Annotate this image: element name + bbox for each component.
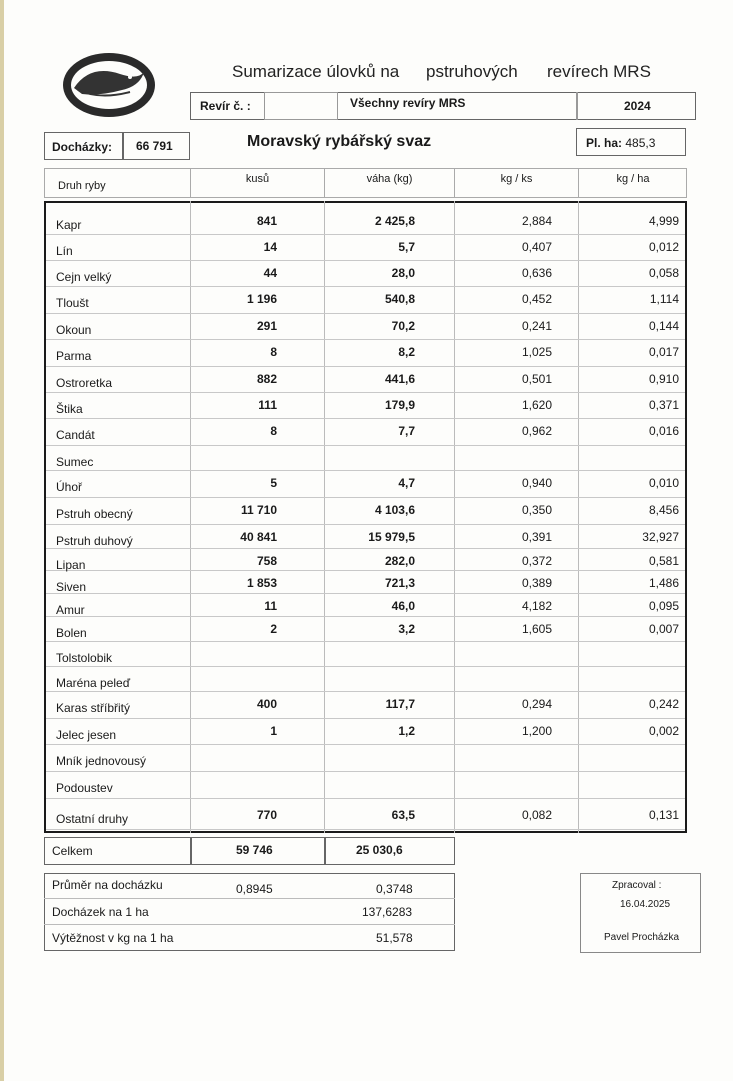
cell-vaha: 2 425,8: [374, 214, 415, 228]
year-value: 2024: [624, 99, 651, 113]
table-row: [46, 719, 685, 745]
table-row: [46, 287, 685, 314]
cell-vaha: 117,7: [385, 697, 415, 711]
cell-name: Amur: [56, 603, 85, 617]
table-row: [46, 642, 685, 667]
cell-kusu: 882: [256, 372, 277, 386]
org-name: Moravský rybářský svaz: [247, 133, 432, 150]
cell-name: Štika: [56, 402, 83, 416]
revir-divider: [576, 92, 578, 120]
cell-name: Tolstolobik: [56, 651, 113, 665]
cell-name: Kapr: [56, 218, 82, 232]
cell-kusu: 758: [256, 554, 277, 568]
cell-kusu: 5: [270, 476, 277, 490]
cell-kusu: 8: [270, 345, 277, 359]
cell-vaha: 15 979,5: [368, 530, 415, 544]
cell-name: Ostatní druhy: [56, 812, 129, 826]
cell-kg-ha: 1,486: [648, 576, 679, 590]
cell-name: Maréna peleď: [56, 676, 131, 690]
title-part1: Sumarizace úlovků na: [232, 62, 400, 81]
table-row: [46, 692, 685, 719]
cell-kusu: 1: [270, 724, 277, 738]
totals-vaha: 25 030,6: [356, 843, 403, 857]
dochazky-value: 66 791: [136, 139, 173, 153]
table-row: [46, 549, 685, 571]
stats-divider: [44, 898, 455, 899]
revir-number-box: [264, 92, 338, 120]
table-row: [46, 667, 685, 692]
table-row: [46, 772, 685, 799]
cell-name: Sumec: [56, 455, 94, 469]
cell-kg-ks: 0,407: [521, 240, 552, 254]
cell-kg-ha: 0,095: [648, 599, 679, 613]
table-row: [46, 745, 685, 772]
cell-name: Karas stříbřitý: [56, 701, 131, 715]
cell-vaha: 7,7: [398, 424, 415, 438]
dochazek-value: 137,6283: [362, 905, 413, 919]
table-row: [46, 594, 685, 617]
table-row: [46, 209, 685, 235]
cell-vaha: 441,6: [384, 372, 415, 386]
dochazek-label: Docházek na 1 ha: [52, 905, 149, 919]
title-part3: revírech MRS: [547, 62, 651, 81]
cell-kusu: 770: [256, 808, 277, 822]
signature-name: Pavel Procházka: [604, 932, 680, 943]
cell-name: Siven: [56, 580, 87, 594]
table-row: [46, 393, 685, 419]
cell-kg-ha: 1,114: [649, 292, 679, 306]
cell-kg-ks: 0,636: [521, 266, 552, 280]
cell-kg-ha: 4,999: [648, 214, 679, 228]
col-druh: Druh ryby: [58, 180, 106, 192]
cell-name: Cejn velký: [56, 270, 112, 284]
cell-kusu: 2: [270, 622, 277, 636]
cell-kg-ks: 0,082: [521, 808, 552, 822]
table-row: [46, 367, 685, 393]
cell-kg-ha: 0,581: [648, 554, 679, 568]
table-row: [46, 471, 685, 498]
cell-kg-ks: 1,605: [521, 622, 552, 636]
cell-name: Pstruh duhový: [56, 534, 133, 548]
vytez-label: Výtěžnost v kg na 1 ha: [52, 931, 174, 945]
cell-kusu: 8: [270, 424, 277, 438]
cell-vaha: 46,0: [391, 599, 415, 613]
table-row: [46, 446, 685, 471]
cell-vaha: 5,7: [398, 240, 415, 254]
cell-kg-ks: 0,389: [521, 576, 552, 590]
table-row: [46, 261, 685, 287]
totals-divider: [190, 837, 192, 865]
cell-kg-ha: 0,242: [648, 697, 679, 711]
col-kg-ha: kg / ha: [578, 168, 687, 198]
totals-divider: [324, 837, 326, 865]
cell-kg-ha: 0,910: [648, 372, 679, 386]
cell-vaha: 70,2: [391, 319, 415, 333]
cell-vaha: 540,8: [384, 292, 415, 306]
cell-kg-ha: 0,058: [648, 266, 679, 280]
cell-kg-ks: 0,501: [521, 372, 552, 386]
cell-kusu: 291: [256, 319, 277, 333]
cell-kg-ha: 8,456: [648, 503, 679, 517]
cell-vaha: 28,0: [391, 266, 415, 280]
cell-kg-ks: 4,182: [521, 599, 552, 613]
cell-name: Ostroretka: [56, 376, 113, 390]
col-kusu: kusů: [190, 168, 324, 198]
cell-vaha: 63,5: [391, 808, 415, 822]
cell-vaha: 1,2: [398, 724, 415, 738]
cell-name: Candát: [56, 428, 95, 442]
cell-kg-ha: 0,002: [648, 724, 679, 738]
revir-label: Revír č. :: [200, 99, 251, 113]
cell-name: Lipan: [56, 558, 86, 572]
cell-name: Úhoř: [56, 480, 83, 494]
cell-kusu: 11 710: [240, 503, 277, 517]
cell-kg-ks: 1,620: [521, 398, 552, 412]
cell-kg-ks: 0,372: [521, 554, 552, 568]
table-row: [46, 235, 685, 261]
cell-name: Parma: [56, 349, 92, 363]
cell-vaha: 8,2: [398, 345, 415, 359]
cell-kusu: 1 853: [246, 576, 277, 590]
dochazky-label: Docházky:: [52, 140, 113, 154]
col-vaha: váha (kg): [324, 168, 454, 198]
cell-kg-ha: 0,131: [648, 808, 679, 822]
cell-name: Okoun: [56, 323, 92, 337]
cell-kg-ks: 0,294: [521, 697, 552, 711]
cell-kg-ha: 0,012: [648, 240, 679, 254]
cell-kg-ks: 1,200: [521, 724, 552, 738]
mrs-logo-icon: [60, 50, 158, 120]
cell-kg-ks: 0,962: [521, 424, 552, 438]
cell-name: Podoustev: [56, 781, 113, 795]
cell-kg-ks: 2,884: [521, 214, 552, 228]
cell-kusu: 40 841: [240, 530, 277, 544]
cell-vaha: 4,7: [398, 476, 415, 490]
table-row: [46, 799, 685, 830]
table-row: [46, 419, 685, 446]
cell-kusu: 11: [264, 599, 277, 613]
vytez-value: 51,578: [376, 931, 413, 945]
table-row: [46, 571, 685, 594]
table-row: [46, 314, 685, 340]
cell-kg-ks: 0,391: [521, 530, 552, 544]
totals-kusu: 59 746: [236, 843, 273, 857]
cell-kg-ha: 32,927: [642, 530, 679, 544]
table-row: [46, 340, 685, 367]
prumer-vaha: 0,3748: [376, 882, 413, 896]
cell-kg-ha: 0,007: [648, 622, 679, 636]
cell-kg-ks: 0,350: [521, 503, 552, 517]
cell-kg-ha: 0,144: [648, 319, 679, 333]
col-kg-ks: kg / ks: [454, 168, 578, 198]
cell-vaha: 4 103,6: [374, 503, 415, 517]
cell-name: Tloušt: [56, 296, 89, 310]
table-row: [46, 498, 685, 525]
cell-kg-ha: 0,016: [648, 424, 679, 438]
stats-divider: [44, 924, 455, 925]
prumer-kusu: 0,8945: [236, 882, 273, 896]
cell-kg-ha: 0,017: [648, 345, 679, 359]
cell-name: Lín: [56, 244, 73, 258]
cell-name: Bolen: [56, 626, 87, 640]
cell-name: Pstruh obecný: [56, 507, 133, 521]
cell-kusu: 44: [263, 266, 277, 280]
cell-kg-ha: 0,010: [648, 476, 679, 490]
cell-vaha: 721,3: [384, 576, 415, 590]
signature-date: 16.04.2025: [620, 899, 671, 910]
dochazky-divider: [122, 132, 124, 160]
cell-kg-ks: 1,025: [521, 345, 552, 359]
cell-kg-ks: 0,452: [521, 292, 552, 306]
cell-name: Jelec jesen: [56, 728, 117, 742]
cell-vaha: 282,0: [384, 554, 415, 568]
table-row: [46, 525, 685, 549]
title-part2: pstruhových: [426, 62, 518, 81]
totals-label: Celkem: [52, 844, 93, 858]
cell-vaha: 179,9: [384, 398, 415, 412]
cell-kusu: 400: [256, 697, 277, 711]
plocha-value: 485,3: [625, 136, 656, 150]
cell-kusu: 1 196: [246, 292, 277, 306]
cell-kusu: 841: [256, 214, 277, 228]
cell-vaha: 3,2: [398, 622, 415, 636]
table-row: [46, 617, 685, 642]
cell-kg-ks: 0,940: [521, 476, 552, 490]
revir-value: Všechny revíry MRS: [350, 96, 466, 110]
cell-name: Mník jednovousý: [56, 754, 147, 768]
plocha-label: Pl. ha:: [586, 136, 623, 150]
cell-kg-ha: 0,371: [648, 398, 679, 412]
prumer-label: Průměr na docházku: [52, 878, 163, 892]
cell-kusu: 14: [263, 240, 277, 254]
cell-kg-ks: 0,241: [521, 319, 552, 333]
signature-label: Zpracoval :: [612, 880, 662, 891]
paper-edge: [0, 0, 4, 1081]
cell-kusu: 111: [258, 398, 277, 412]
